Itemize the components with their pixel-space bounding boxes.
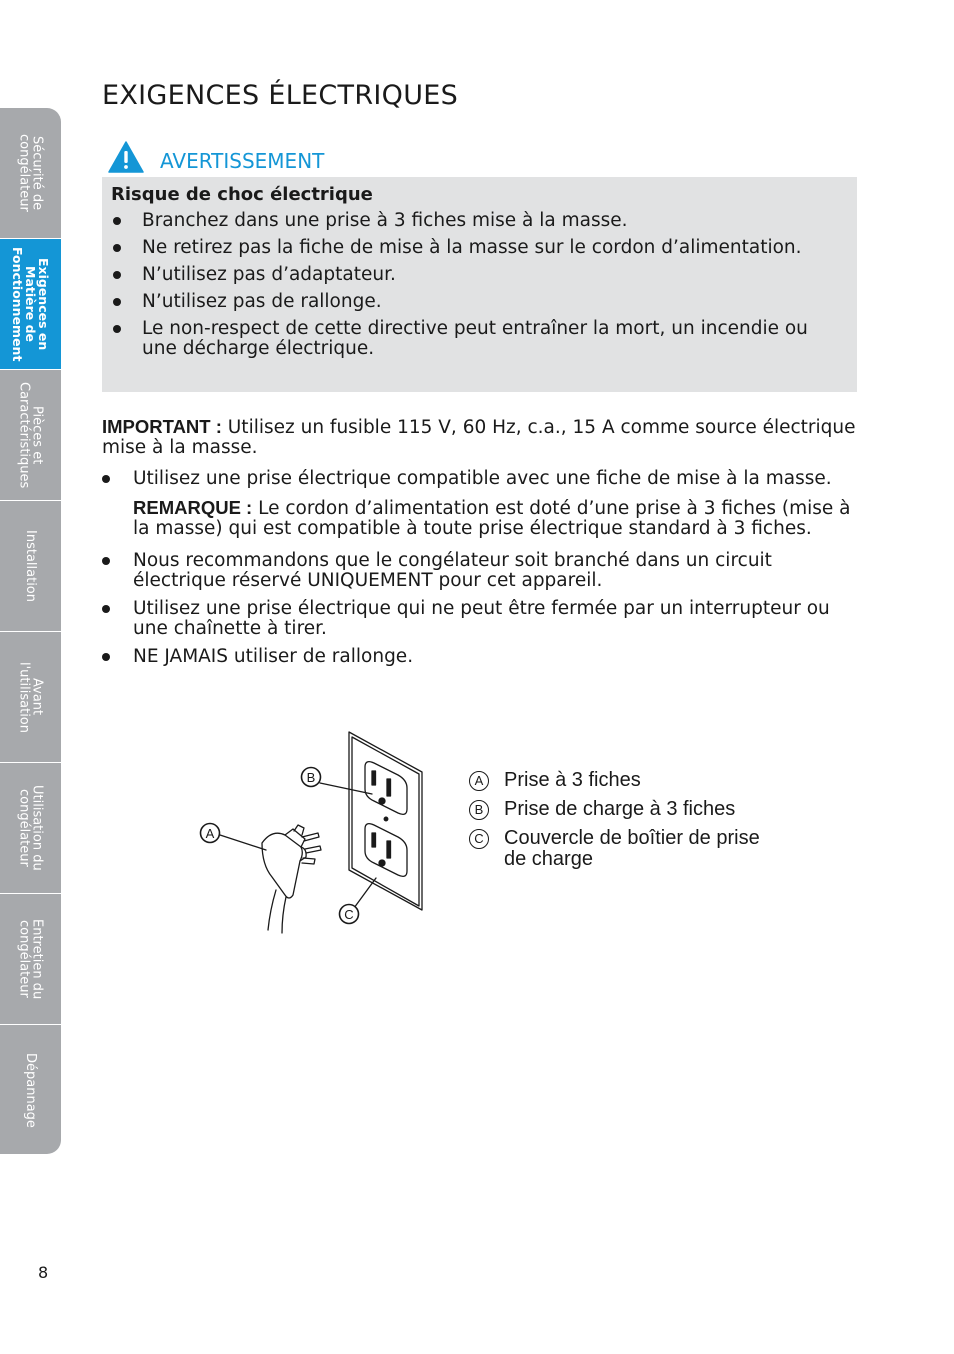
legend-badge: C bbox=[469, 829, 489, 849]
three-prong-plug bbox=[262, 833, 302, 898]
list-item: Nous recommandons que le congélateur soit branché dans un circuit électrique réservé UNIQUEMENT pour cet appareil. bbox=[102, 551, 862, 591]
diagram-legend bbox=[469, 770, 764, 878]
callout-b bbox=[302, 768, 321, 787]
list-item: Branchez dans une prise à 3 fiches mise à la masse. bbox=[111, 211, 847, 231]
receptacle-lower bbox=[365, 824, 407, 877]
legend-item bbox=[469, 770, 764, 791]
list-item: Le non-respect de cette directive peut entraîner la mort, un incendie ou une décharge électrique. bbox=[111, 319, 847, 359]
receptacle-upper bbox=[365, 762, 407, 815]
important-paragraph bbox=[102, 417, 862, 458]
tab-label: Dépannage bbox=[23, 1053, 38, 1128]
warning-header bbox=[108, 140, 324, 173]
list-item: N’utilisez pas d’adaptateur. bbox=[111, 265, 847, 285]
power-cord bbox=[268, 890, 276, 930]
tab-label: Utilisation du congélateur bbox=[16, 785, 45, 871]
warning-triangle-icon bbox=[108, 141, 144, 173]
list-item: Utilisez une prise électrique qui ne peut être fermée par un interrupteur ou une chaînette à tirer. bbox=[102, 599, 862, 639]
callout-c-label: C bbox=[344, 907, 354, 922]
page-number: 8 bbox=[38, 1263, 49, 1282]
side-navigation bbox=[0, 108, 61, 1154]
tab-installation[interactable] bbox=[0, 501, 61, 632]
legend-item bbox=[469, 799, 764, 820]
important-text: Utilisez un fusible 115 V, 60 Hz, c.a., 15 A comme source électrique mise à la masse. bbox=[102, 417, 856, 458]
note bbox=[133, 498, 862, 539]
tab-label: Pièces et Caractéristiques bbox=[16, 381, 45, 489]
list-item bbox=[102, 469, 862, 539]
legend-text: Couvercle de boîtier de prise de charge bbox=[504, 827, 760, 870]
requirements-list bbox=[102, 469, 862, 667]
tab-label: Entretien du congélateur bbox=[16, 918, 45, 1000]
legend-badge: B bbox=[469, 800, 489, 820]
tab-utilisation[interactable] bbox=[0, 763, 61, 894]
plug-outlet-diagram bbox=[190, 725, 440, 940]
note-lead: REMARQUE : bbox=[133, 497, 253, 518]
legend-text: Prise de charge à 3 fiches bbox=[504, 798, 736, 820]
note-text: Le cordon d’alimentation est doté d’une prise à 3 fiches (mise à la masse) qui est compatible à toute prise électrique standard à 3 fiches. bbox=[133, 498, 851, 539]
tab-label: Installation bbox=[23, 529, 38, 602]
important-lead: IMPORTANT : bbox=[102, 416, 222, 437]
legend-item bbox=[469, 828, 764, 870]
tab-entretien[interactable] bbox=[0, 894, 61, 1025]
tab-label: Sécurité de congélateur bbox=[16, 134, 45, 212]
list-item-text: Utilisez une prise électrique compatible avec une fiche de mise à la masse. bbox=[133, 468, 832, 489]
callout-c bbox=[340, 905, 359, 924]
tab-pieces[interactable] bbox=[0, 370, 61, 501]
list-item: N’utilisez pas de rallonge. bbox=[111, 292, 847, 312]
list-item: NE JAMAIS utiliser de rallonge. bbox=[102, 647, 862, 667]
tab-label: Exigences en Matière de Fonctionnement bbox=[10, 246, 51, 362]
warning-box bbox=[102, 177, 857, 392]
page-title: EXIGENCES ÉLECTRIQUES bbox=[102, 80, 459, 111]
warning-title: AVERTISSEMENT bbox=[160, 149, 325, 173]
requirements-section bbox=[102, 417, 862, 675]
tab-label: Avant l'utilisation bbox=[16, 661, 45, 733]
tab-securite[interactable] bbox=[0, 108, 61, 239]
warning-list bbox=[111, 211, 847, 359]
legend-badge: A bbox=[469, 771, 489, 791]
warning-subtitle: Risque de choc électrique bbox=[111, 184, 373, 205]
callout-b-label: B bbox=[306, 770, 316, 785]
tab-depannage[interactable] bbox=[0, 1025, 61, 1154]
list-item: Ne retirez pas la fiche de mise à la masse sur le cordon d’alimentation. bbox=[111, 238, 847, 258]
tab-exigences[interactable] bbox=[0, 239, 61, 370]
tab-avant[interactable] bbox=[0, 632, 61, 763]
callout-a-label: A bbox=[205, 826, 215, 841]
legend-text: Prise à 3 fiches bbox=[504, 769, 641, 791]
callout-a bbox=[201, 824, 220, 843]
